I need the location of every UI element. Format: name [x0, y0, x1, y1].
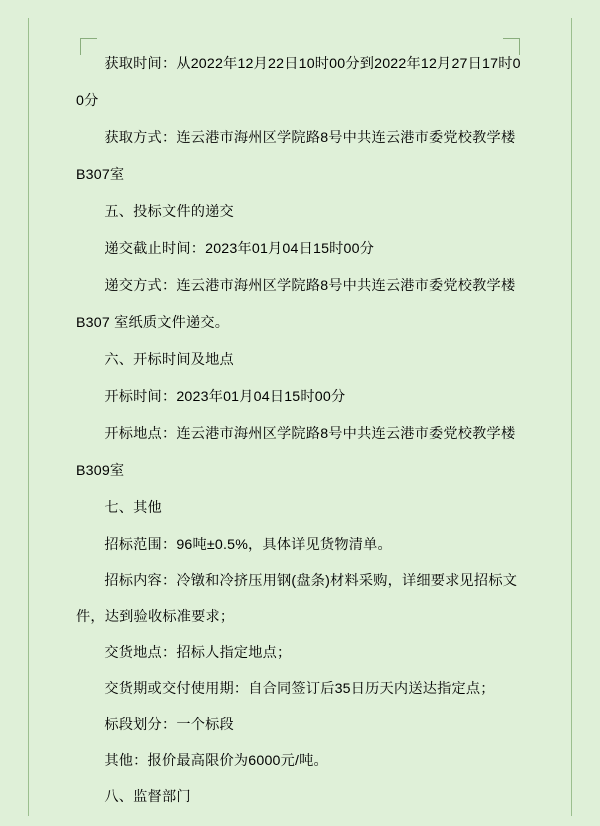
heading-section-eight: 八、监督部门 [104, 789, 191, 805]
paragraph-submit-method: 递交方式：连云港市海州区学院路8号中共连云港市委党校教学楼 B307 室纸质文件递交。 [76, 278, 516, 331]
paragraph-bid-open-place: 开标地点：连云港市海州区学院路8号中共连云港市委党校教学楼B309室 [76, 426, 516, 479]
paragraph-bid-open-time: 开标时间：2023年01月04日15时00分 [104, 389, 346, 405]
paragraph-delivery-period: 交货期或交付使用期：自合同签订后35日历天内送达指定点； [104, 681, 495, 697]
document-body [76, 46, 524, 815]
heading-section-five: 五、投标文件的递交 [104, 204, 234, 220]
paragraph-other-price-cap: 其他：报价最高限价为6000元/吨。 [104, 753, 328, 769]
paragraph-submit-deadline: 递交截止时间：2023年01月04日15时00分 [104, 241, 375, 257]
heading-section-seven: 七、其他 [104, 500, 162, 516]
heading-section-six: 六、开标时间及地点 [104, 352, 234, 368]
paragraph-acquire-time: 获取时间：从2022年12月22日10时00分到2022年12月27日17时00分 [76, 56, 521, 109]
paragraph-bid-scope: 招标范围：96吨±0.5%，具体详见货物清单。 [104, 537, 392, 553]
paragraph-bid-content: 招标内容：冷镦和冷挤压用钢(盘条)材料采购，详细要求见招标文件，达到验收标准要求； [76, 573, 518, 625]
paragraph-acquire-method: 获取方式：连云港市海州区学院路8号中共连云港市委党校教学楼B307室 [76, 130, 516, 183]
paragraph-delivery-place: 交货地点：招标人指定地点； [104, 645, 292, 661]
paragraph-lot-division: 标段划分：一个标段 [104, 717, 234, 733]
